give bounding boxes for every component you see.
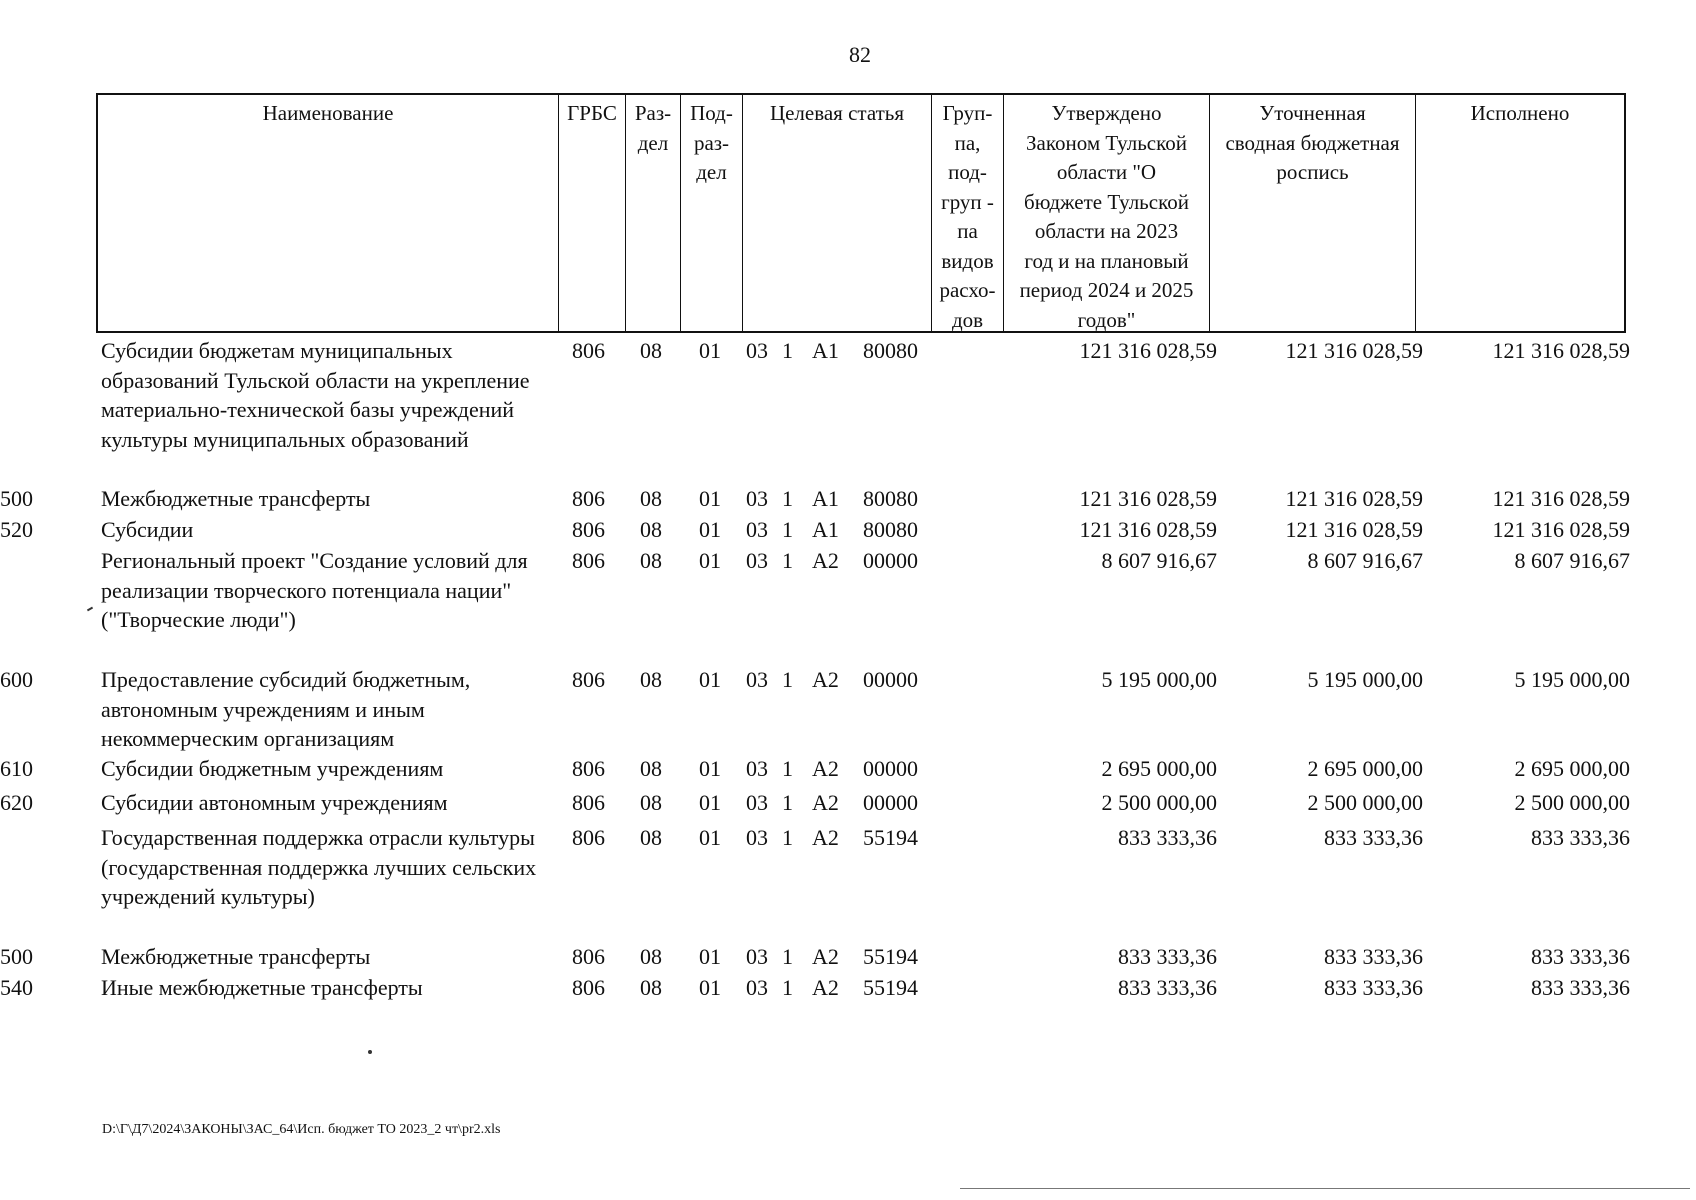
row-name: Субсидии бюджетам муниципальных образований Тульской области на укрепление материально-технической базы учреждений культуры муниципальных образований <box>101 338 530 452</box>
stray-mark <box>87 607 93 612</box>
cell-podrazdel: 01 <box>699 517 721 542</box>
cell-podrazdel: 01 <box>699 790 721 815</box>
cell-celevaya-subprogram: 1 <box>782 548 793 573</box>
cell-celevaya-project: А2 <box>812 975 839 1000</box>
header-utverzhdeno <box>1004 95 1210 331</box>
cell-razdel: 08 <box>640 975 662 1000</box>
cell-razdel: 08 <box>640 667 662 692</box>
cell-celevaya-subprogram: 1 <box>782 338 793 363</box>
bottom-rule <box>960 1188 1690 1189</box>
header-text: Под- <box>690 101 733 125</box>
cell-celevaya-subprogram: 1 <box>782 790 793 815</box>
cell-celevaya-subprogram: 1 <box>782 667 793 692</box>
header-text: дов <box>951 307 984 331</box>
cell-utverzhdeno: 2 695 000,00 <box>1101 756 1217 781</box>
cell-vid-rashodov: 540 <box>0 975 33 1000</box>
cell-grbs: 806 <box>572 548 605 573</box>
row-name: Предоставление субсидий бюджетным, автономным учреждениям и иным некоммерческим организациям <box>101 667 471 751</box>
row-name: Государственная поддержка отрасли культуры (государственная поддержка лучших сельских учреждений культуры) <box>101 825 537 909</box>
cell-podrazdel: 01 <box>699 548 721 573</box>
header-name <box>98 95 559 331</box>
row-name: Межбюджетные трансферты <box>101 944 371 969</box>
row-name: Субсидии <box>101 517 194 542</box>
cell-celevaya-direction: 55194 <box>863 825 918 850</box>
cell-podrazdel: 01 <box>699 486 721 511</box>
cell-celevaya-project: А2 <box>812 790 839 815</box>
cell-utochnennaya: 8 607 916,67 <box>1307 548 1423 573</box>
header-text: сводная бюджетная <box>1225 130 1400 155</box>
header-text: Утверждено <box>1051 101 1162 125</box>
cell-podrazdel: 01 <box>699 667 721 692</box>
cell-utochnennaya: 121 316 028,59 <box>1285 517 1423 542</box>
header-text: Уточненная <box>1259 101 1366 125</box>
header-grbs <box>559 95 626 331</box>
header-text: видов <box>941 248 994 273</box>
cell-razdel: 08 <box>640 790 662 815</box>
cell-celevaya-program: 03 <box>746 790 768 815</box>
cell-razdel: 08 <box>640 338 662 363</box>
header-text: дел <box>637 130 669 155</box>
cell-ispolneno: 8 607 916,67 <box>1514 548 1630 573</box>
cell-celevaya-direction: 00000 <box>863 667 918 692</box>
stray-mark <box>368 1050 372 1054</box>
cell-grbs: 806 <box>572 667 605 692</box>
row-name: Субсидии бюджетным учреждениям <box>101 756 444 781</box>
cell-razdel: 08 <box>640 825 662 850</box>
cell-celevaya-project: А2 <box>812 944 839 969</box>
cell-utochnennaya: 121 316 028,59 <box>1285 486 1423 511</box>
cell-podrazdel: 01 <box>699 944 721 969</box>
cell-celevaya-project: А1 <box>812 517 839 542</box>
cell-utochnennaya: 833 333,36 <box>1324 825 1423 850</box>
header-text: расхо- <box>939 278 996 302</box>
header-text: Законом Тульской <box>1026 130 1187 155</box>
cell-celevaya-direction: 55194 <box>863 944 918 969</box>
cell-celevaya-project: А2 <box>812 548 839 573</box>
row-name: Иные межбюджетные трансферты <box>101 975 423 1000</box>
cell-vid-rashodov: 520 <box>0 517 33 542</box>
cell-utverzhdeno: 833 333,36 <box>1118 975 1217 1000</box>
cell-vid-rashodov: 600 <box>0 667 33 692</box>
cell-celevaya-project: А2 <box>812 756 839 781</box>
cell-utochnennaya: 121 316 028,59 <box>1285 338 1423 363</box>
cell-celevaya-subprogram: 1 <box>782 975 793 1000</box>
cell-celevaya-direction: 80080 <box>863 486 918 511</box>
cell-utverzhdeno: 5 195 000,00 <box>1101 667 1217 692</box>
header-text: под- <box>948 160 987 184</box>
cell-vid-rashodov: 500 <box>0 944 33 969</box>
header-text: период 2024 и 2025 <box>1019 278 1194 302</box>
cell-grbs: 806 <box>572 517 605 542</box>
header-text: бюджете Тульской <box>1024 189 1189 214</box>
cell-celevaya-program: 03 <box>746 825 768 850</box>
cell-utochnennaya: 2 500 000,00 <box>1307 790 1423 815</box>
header-text: области "О <box>1056 160 1157 184</box>
cell-celevaya-direction: 80080 <box>863 338 918 363</box>
cell-celevaya-program: 03 <box>746 756 768 781</box>
header-text: па, <box>954 130 981 155</box>
header-text: Целевая статья <box>769 101 905 125</box>
cell-ispolneno: 5 195 000,00 <box>1514 667 1630 692</box>
cell-razdel: 08 <box>640 517 662 542</box>
cell-ispolneno: 121 316 028,59 <box>1492 338 1630 363</box>
cell-utverzhdeno: 121 316 028,59 <box>1079 338 1217 363</box>
cell-celevaya-subprogram: 1 <box>782 517 793 542</box>
footer-file-path: D:\Г\Д7\2024\ЗАКОНЫ\ЗАС_64\Исп. бюджет ТО 2023_2 чт\pr2.xls <box>102 1122 501 1137</box>
cell-razdel: 08 <box>640 486 662 511</box>
page-number: 82 <box>849 42 871 67</box>
cell-podrazdel: 01 <box>699 756 721 781</box>
cell-utochnennaya: 2 695 000,00 <box>1307 756 1423 781</box>
cell-utverzhdeno: 121 316 028,59 <box>1079 486 1217 511</box>
table-header <box>96 93 1626 333</box>
header-text: груп - <box>941 189 994 214</box>
cell-vid-rashodov: 620 <box>0 790 33 815</box>
cell-podrazdel: 01 <box>699 825 721 850</box>
cell-celevaya-project: А1 <box>812 486 839 511</box>
cell-ispolneno: 121 316 028,59 <box>1492 517 1630 542</box>
cell-utochnennaya: 833 333,36 <box>1324 975 1423 1000</box>
row-name: Региональный проект "Создание условий для реализации творческого потенциала нации" ("Творческие люди") <box>101 548 528 632</box>
cell-razdel: 08 <box>640 756 662 781</box>
cell-celevaya-program: 03 <box>746 975 768 1000</box>
cell-utverzhdeno: 121 316 028,59 <box>1079 517 1217 542</box>
cell-celevaya-project: А2 <box>812 667 839 692</box>
header-text: дел <box>696 160 727 184</box>
header-text: Исполнено <box>1470 101 1570 125</box>
header-ispolneno <box>1416 95 1624 331</box>
cell-razdel: 08 <box>640 548 662 573</box>
cell-grbs: 806 <box>572 756 605 781</box>
header-text: год и на плановый <box>1024 248 1189 273</box>
header-text: раз- <box>693 130 730 155</box>
cell-celevaya-direction: 00000 <box>863 790 918 815</box>
header-text: Груп- <box>942 101 993 125</box>
cell-utverzhdeno: 2 500 000,00 <box>1101 790 1217 815</box>
cell-grbs: 806 <box>572 944 605 969</box>
cell-ispolneno: 833 333,36 <box>1531 825 1630 850</box>
cell-razdel: 08 <box>640 944 662 969</box>
header-vid-rashodov <box>932 95 1004 331</box>
cell-ispolneno: 833 333,36 <box>1531 975 1630 1000</box>
cell-utverzhdeno: 8 607 916,67 <box>1101 548 1217 573</box>
cell-celevaya-program: 03 <box>746 517 768 542</box>
cell-grbs: 806 <box>572 486 605 511</box>
header-celevaya-statya <box>743 95 932 331</box>
cell-vid-rashodov: 500 <box>0 486 33 511</box>
cell-celevaya-program: 03 <box>746 944 768 969</box>
cell-grbs: 806 <box>572 825 605 850</box>
cell-utverzhdeno: 833 333,36 <box>1118 825 1217 850</box>
cell-ispolneno: 833 333,36 <box>1531 944 1630 969</box>
cell-celevaya-direction: 00000 <box>863 756 918 781</box>
cell-podrazdel: 01 <box>699 338 721 363</box>
cell-celevaya-project: А1 <box>812 338 839 363</box>
cell-celevaya-project: А2 <box>812 825 839 850</box>
cell-utverzhdeno: 833 333,36 <box>1118 944 1217 969</box>
cell-grbs: 806 <box>572 338 605 363</box>
cell-celevaya-direction: 00000 <box>863 548 918 573</box>
header-text: Раз- <box>634 101 672 125</box>
row-name: Субсидии автономным учреждениям <box>101 790 448 815</box>
header-text: годов" <box>1077 307 1136 331</box>
header-text: роспись <box>1276 160 1349 184</box>
cell-celevaya-subprogram: 1 <box>782 825 793 850</box>
cell-ispolneno: 121 316 028,59 <box>1492 486 1630 511</box>
cell-celevaya-program: 03 <box>746 548 768 573</box>
cell-celevaya-subprogram: 1 <box>782 486 793 511</box>
header-text: ГРБС <box>567 101 617 125</box>
header-text: Наименование <box>262 101 394 125</box>
cell-celevaya-subprogram: 1 <box>782 944 793 969</box>
cell-utochnennaya: 833 333,36 <box>1324 944 1423 969</box>
row-name: Межбюджетные трансферты <box>101 486 371 511</box>
header-text: па <box>957 219 978 243</box>
header-podrazdel <box>681 95 743 331</box>
cell-vid-rashodov: 610 <box>0 756 33 781</box>
cell-utochnennaya: 5 195 000,00 <box>1307 667 1423 692</box>
cell-celevaya-program: 03 <box>746 667 768 692</box>
cell-podrazdel: 01 <box>699 975 721 1000</box>
cell-celevaya-subprogram: 1 <box>782 756 793 781</box>
cell-grbs: 806 <box>572 790 605 815</box>
cell-celevaya-direction: 80080 <box>863 517 918 542</box>
cell-ispolneno: 2 500 000,00 <box>1514 790 1630 815</box>
cell-grbs: 806 <box>572 975 605 1000</box>
header-razdel <box>626 95 681 331</box>
header-text: области на 2023 <box>1034 219 1179 243</box>
header-utochnennaya <box>1210 95 1416 331</box>
cell-ispolneno: 2 695 000,00 <box>1514 756 1630 781</box>
cell-celevaya-direction: 55194 <box>863 975 918 1000</box>
cell-celevaya-program: 03 <box>746 486 768 511</box>
cell-celevaya-program: 03 <box>746 338 768 363</box>
